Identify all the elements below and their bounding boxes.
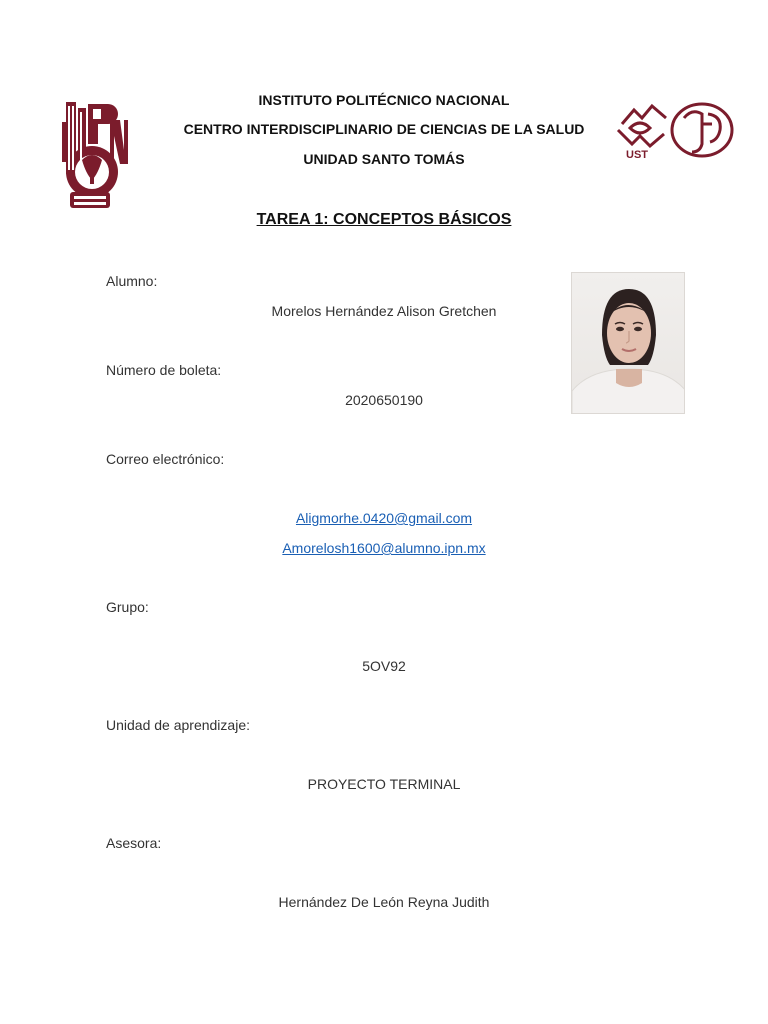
boleta-label: Número de boleta: xyxy=(106,362,222,378)
grupo-value: 5OV92 xyxy=(362,658,406,674)
alumno-value: Morelos Hernández Alison Gretchen xyxy=(271,303,497,319)
asesora-label: Asesora: xyxy=(106,835,162,851)
alumno-label: Alumno: xyxy=(106,273,158,289)
unidad-label: Unidad de aprendizaje: xyxy=(106,717,250,733)
institution-name: INSTITUTO POLITÉCNICO NACIONAL xyxy=(258,92,510,108)
document-title: TAREA 1: CONCEPTOS BÁSICOS xyxy=(256,211,512,228)
email-link-gmail[interactable]: Aligmorhe.0420@gmail.com xyxy=(295,510,473,526)
email-link-ipn[interactable]: Amorelosh1600@alumno.ipn.mx xyxy=(282,540,486,556)
ust-logo-text: UST xyxy=(626,149,648,161)
center-name: CENTRO INTERDISCIPLINARIO DE CIENCIAS DE LA SALUD xyxy=(183,121,585,137)
unidad-value: PROYECTO TERMINAL xyxy=(307,776,461,792)
correo-label: Correo electrónico: xyxy=(106,451,225,467)
asesora-value: Hernández De León Reyna Judith xyxy=(278,894,490,910)
unit-name: UNIDAD SANTO TOMÁS xyxy=(303,151,465,167)
grupo-label: Grupo: xyxy=(106,599,149,615)
boleta-value: 2020650190 xyxy=(345,392,423,408)
